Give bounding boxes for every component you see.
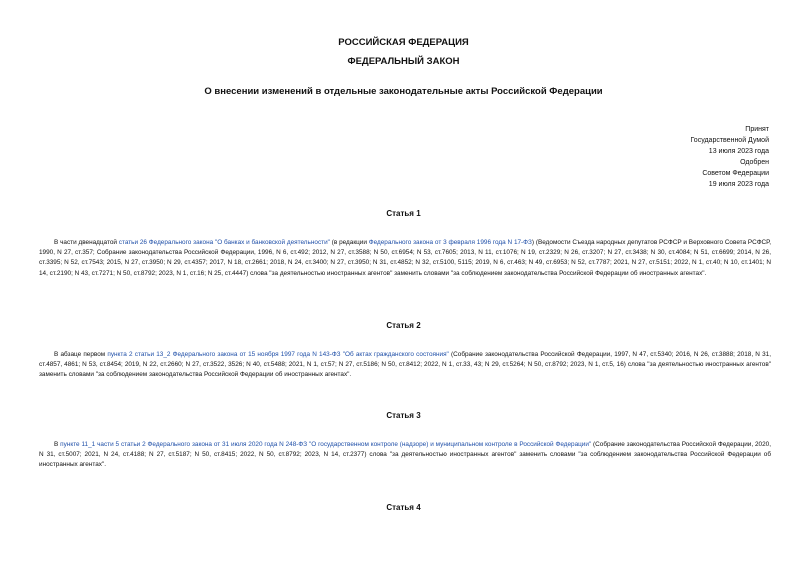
adoption-line: 19 июля 2023 года: [708, 181, 769, 188]
article-3-text: [39, 440, 771, 471]
article-4-title: Статья 4: [386, 503, 421, 512]
article-2-title: Статья 2: [386, 321, 421, 330]
country-heading: РОССИЙСКАЯ ФЕДЕРАЦИЯ: [338, 37, 469, 48]
article-text-fragment: В части двенадцатой: [54, 239, 119, 246]
article-text-fragment: (в редакции: [329, 239, 369, 246]
law-link[interactable]: статьи 26 Федерального закона "О банках и банковской деятельности": [118, 239, 330, 246]
adoption-line: Одобрен: [740, 159, 769, 166]
law-type-heading: ФЕДЕРАЛЬНЫЙ ЗАКОН: [347, 56, 460, 67]
article-3-title: Статья 3: [386, 411, 421, 420]
adoption-line: Принят: [745, 126, 769, 133]
article-text-fragment: (Собрание законодательства Российской Федерации, 2020, N 31, ст.5007; 2021, N 24, ст.4188; N 27, ст.5187; N 50, ст.8415; 2022, N 50, ст.8792; 2023, N 14, ст.2377) слова "за деятельностью иностранных агентов" заменить словами "за соблюдением законодательства Российской Федерации об иностранных агентах".: [39, 441, 771, 469]
law-link[interactable]: Федерального закона от 3 февраля 1996 года N 17-ФЗ: [368, 239, 532, 246]
law-title: О внесении изменений в отдельные законодательные акты Российской Федерации: [204, 86, 603, 97]
article-text-fragment: В: [54, 441, 61, 448]
law-link[interactable]: пункта 2 статьи 13_2 Федерального закона от 15 ноября 1997 года N 143-ФЗ "Об актах гражданского состояния": [107, 351, 449, 358]
adoption-line: Государственной Думой: [690, 137, 769, 144]
law-link[interactable]: пункте 11_1 части 5 статьи 2 Федерального закона от 31 июля 2020 года N 248-ФЗ "О государственном контроле (надзоре) и муниципальном контроле в Российской Федерации": [60, 441, 592, 448]
article-1-text: [39, 238, 771, 279]
adoption-block: [690, 124, 769, 190]
article-text-fragment: (Собрание законодательства Российской Федерации, 1997, N 47, ст.5340; 2016, N 26, ст.3888; 2018, N 31, ст.4857, 4861; N 53, ст.8454; 2019, N 22, ст.2660; N 27, ст.3522, 3526; N 40, ст.5488; 2021, N 1, ст.57; N 27, ст.5186; N 50, ст.8412; 2022, N 1, ст.33, 43; N 29, ст.5264; N 50, ст.8792; 2023, N 1, ст.5, 16) слова "за деятельностью иностранных агентов" заменить словами "за соблюдением законодательства Российской Федерации об иностранных агентах".: [39, 351, 771, 379]
article-text-fragment: ) (Ведомости Съезда народных депутатов РСФСР и Верховного Совета РСФСР, 1990, N 27, ст.357; Собрание законодательства Российской Федерации, 1996, N 6, ст.492; 2012, N 27, ст.3588; N 50, ст.6954; N 53, ст.7605; 2013, N 11, ст.1076; N 19, ст.2329; N 26, ст.3207; N 27, ст.3438; N 30, ст.4084; N 51, ст.6699; 2014, N 26, ст.3395; N 52, ст.7543; 2015, N 27, ст.3950; N 29, ст.4357; 2017, N 18, ст.2661; 2018, N 24, ст.3400; N 27, ст.3950; N 31, ст.4852; N 32, ст.5100, 5115; 2019, N 6, ст.463; N 49, ст.6953; N 52, ст.7787; 2021, N 27, ст.5151; 2022, N 1, ст.40; N 10, ст.1401; N 14, ст.2190; N 43, ст.7271; N 50, ст.8792; 2023, N 1, ст.16; N 25, ст.4447) слова "за деятельностью иностранных агентов" заменить словами "за соблюдением законодательства Российской Федерации об иностранных агентах".: [39, 239, 771, 277]
article-1-title: Статья 1: [386, 209, 421, 218]
article-2-text: [39, 350, 771, 381]
adoption-line: Советом Федерации: [702, 170, 769, 177]
adoption-line: 13 июля 2023 года: [708, 148, 769, 155]
article-text-fragment: В абзаце первом: [54, 351, 108, 358]
